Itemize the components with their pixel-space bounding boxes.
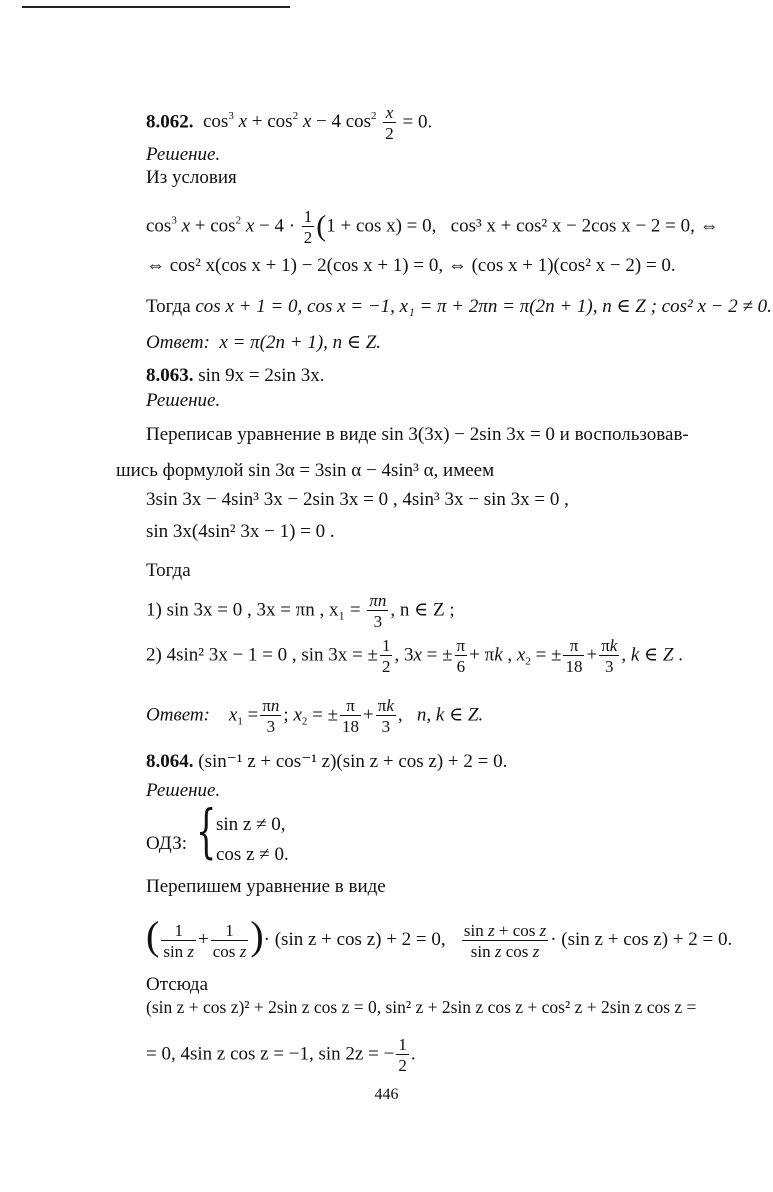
problem-8062-answer: Ответ: x = π(2n + 1), n ∈ Z. [146,332,382,353]
system-brace: { [196,797,217,865]
problem-8064-hence2: = 0, 4sin z cos z = −1, sin 2z = − $\frac{1}{2}$ . [146,1035,416,1075]
problem-8063-text1: Переписав уравнение в виде sin 3(3x) − 2sin 3x = 0 и воспользовав- [146,424,689,445]
problem-8063-case1: 1) sin 3x = 0 , 3x = πn , x₁ = $\frac{\pi n}{3}$ , n ∈ Z ; [146,591,455,631]
solution-label: Решение. [146,144,221,165]
solution-label: Решение. [146,780,221,801]
problem-8064-statement: 8.064. (sin⁻¹ z + cos⁻¹ z)(sin z + cos z) + 2 = 0. [146,751,508,772]
problem-8062-step2: ⇔ cos² x(cos x + 1) − 2(cos x + 1) = 0, ⇔ (cos x + 1)(cos² x − 2) = 0. [146,255,676,276]
from-condition: Из условия [146,167,237,188]
problem-8063-step1: 3sin 3x − 4sin³ 3x − 2sin 3x = 0 , 4sin³ 3x − sin 3x = 0 , [146,489,569,510]
problem-8064-hence1: (sin z + cos z)² + 2sin z cos z = 0, sin² z + 2sin z cos z + cos² z + 2sin z cos z = [146,997,697,1017]
then-label: Тогда [146,560,191,581]
solution-label: Решение. [146,390,221,411]
problem-8064-rewrite: ( $\frac{1}{\text{sin z}}$ + $\frac{1}{\text{cos z}}$ )· (sin z + cos z) + 2 = 0, $\frac{\text{sin z + cos z}}{\text{sin z cos z}}$ · (sin z + cos z) + 2 = 0. [146,913,733,961]
problem-number: 8.063. [146,365,194,386]
problem-8062-statement: 8.062. $\cos^3 x + \cos^2 x - 4$ $\cos^2$ $\frac{x}{2}$ = 0. [146,103,433,143]
rewrite-text: Перепишем уравнение в виде [146,876,386,897]
problem-8063-case2: 2) 4sin² 3x − 1 = 0 , sin 3x = ± $\frac{1}{2}$ , 3x = ± $\frac{\pi}{6}$ + πk , $x_2$ = ± $\frac{\pi}{18}$ + $\frac{\pi k}{3}$ , k ∈ Z . [146,636,683,676]
problem-number: 8.064. [146,751,194,772]
problem-8063-step2: sin 3x(4sin² 3x − 1) = 0 . [146,521,335,542]
odz-condition-sin: sin z ≠ 0, [216,814,286,835]
problem-8062-step3: Тогда cos x + 1 = 0, cos x = −1, x₁ = π + 2πn = π(2n + 1), n ∈ Z ; cos² x − 2 ≠ 0. [146,296,772,317]
odz-condition-cos: cos z ≠ 0. [216,844,289,865]
problem-8063-text2: шись формулой sin 3α = 3sin α − 4sin³ α, имеем [116,460,495,481]
page-number: 446 [374,1086,399,1103]
problem-8063-statement: 8.063. sin 9x = 2sin 3x. [146,365,325,386]
odz-label: ОДЗ: [146,833,188,854]
problem-8062-step1: $\cos^3 x + \cos^2 x - 4$ · $\frac{1}{2}$ (1 + cos x) = 0, cos³ x + cos² x − 2cos x − 2 = 0, ⇔ [146,207,719,247]
problem-number: 8.062. [146,111,194,133]
problem-8063-answer: Ответ: $x_1$ = $\frac{\pi n}{3}$ ; $x_2$ = ± $\frac{\pi}{18}$ + $\frac{\pi k}{3}$ , n, k ∈ Z. [146,696,484,736]
top-rule [22,6,290,8]
hence-label: Отсюда [146,974,209,995]
